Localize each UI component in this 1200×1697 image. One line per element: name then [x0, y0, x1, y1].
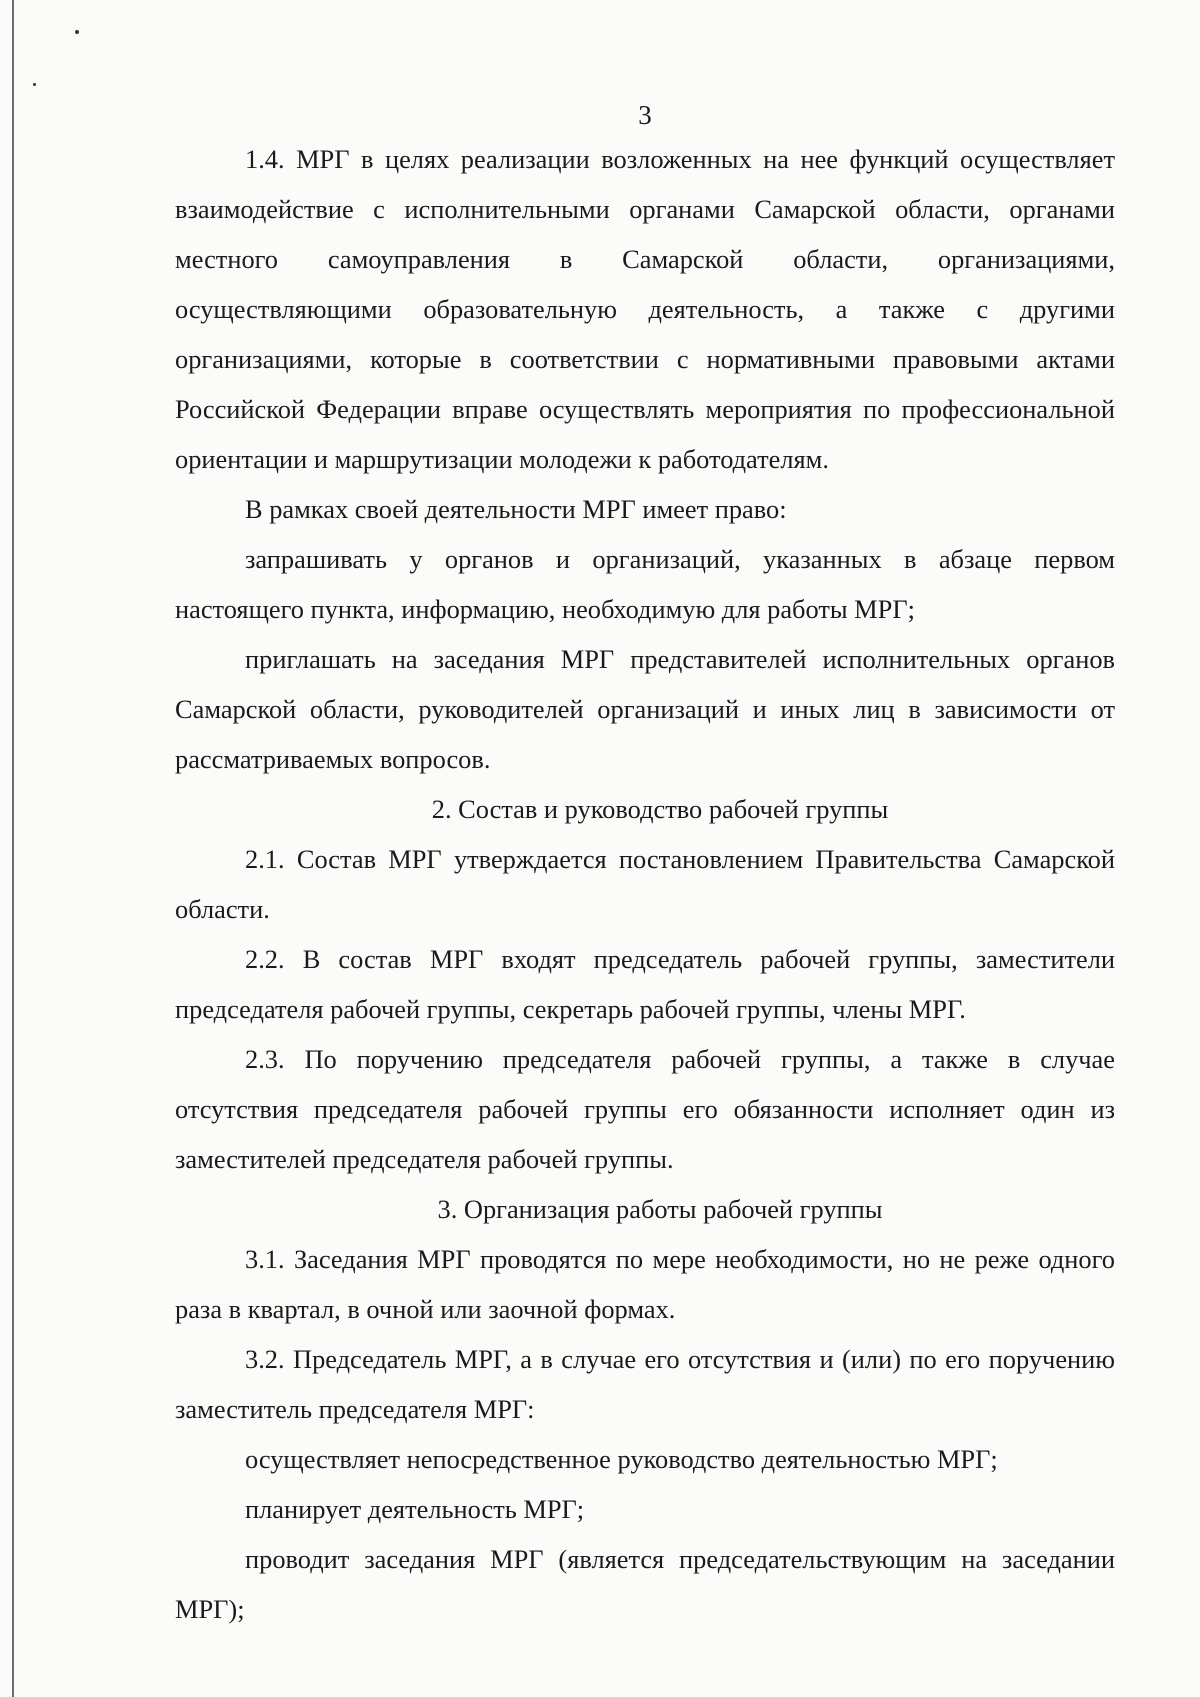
paragraph-2-3: 2.3. По поручению председателя рабочей группы, а также в случае отсутствия председателя рабочей группы его обязанности исполняет один из заместителей председателя рабочей группы.: [175, 1044, 1115, 1174]
document-body: [175, 134, 1115, 1634]
scan-binding-line: [12, 0, 14, 1697]
paragraph-duty-lead: осуществляет непосредственное руководство деятельностью МРГ;: [245, 1444, 998, 1474]
scan-speck: [75, 30, 79, 34]
page-number: 3: [638, 100, 652, 130]
paragraph-duty-plan: планирует деятельность МРГ;: [245, 1494, 585, 1524]
section-heading-3: 3. Организация работы рабочей группы: [437, 1194, 883, 1224]
paragraph-1-4: 1.4. МРГ в целях реализации возложенных на нее функций осуществляет взаимодействие с исполнительными органами Самарской области, органами местного самоуправления в Самарской области, организациями, осуществляющими образовательную деятельность, а также с другими организациями, которые в соответствии с нормативными правовыми актами Российской Федерации вправе осуществлять мероприятия по профессиональной ориентации и маршрутизации молодежи к работодателям.: [175, 144, 1115, 474]
paragraph-rights-intro: В рамках своей деятельности МРГ имеет право:: [245, 494, 787, 524]
paragraph-duty-chair: проводит заседания МРГ (является председательствующим на заседании МРГ);: [175, 1544, 1115, 1624]
paragraph-2-1: 2.1. Состав МРГ утверждается постановлением Правительства Самарской области.: [175, 844, 1115, 924]
paragraph-3-2: 3.2. Председатель МРГ, а в случае его отсутствия и (или) по его поручению заместитель председателя МРГ:: [175, 1344, 1115, 1424]
paragraph-right-invite: приглашать на заседания МРГ представителей исполнительных органов Самарской области, руководителей организаций и иных лиц в зависимости от рассматриваемых вопросов.: [175, 644, 1115, 774]
paragraph-3-1: 3.1. Заседания МРГ проводятся по мере необходимости, но не реже одного раза в квартал, в очной или заочной формах.: [175, 1244, 1115, 1324]
paragraph-2-2: 2.2. В состав МРГ входят председатель рабочей группы, заместители председателя рабочей группы, секретарь рабочей группы, члены МРГ.: [175, 944, 1115, 1024]
section-heading-2: 2. Состав и руководство рабочей группы: [431, 794, 889, 824]
scan-speck: [33, 83, 36, 86]
paragraph-right-request: запрашивать у органов и организаций, указанных в абзаце первом настоящего пункта, информацию, необходимую для работы МРГ;: [175, 544, 1115, 624]
